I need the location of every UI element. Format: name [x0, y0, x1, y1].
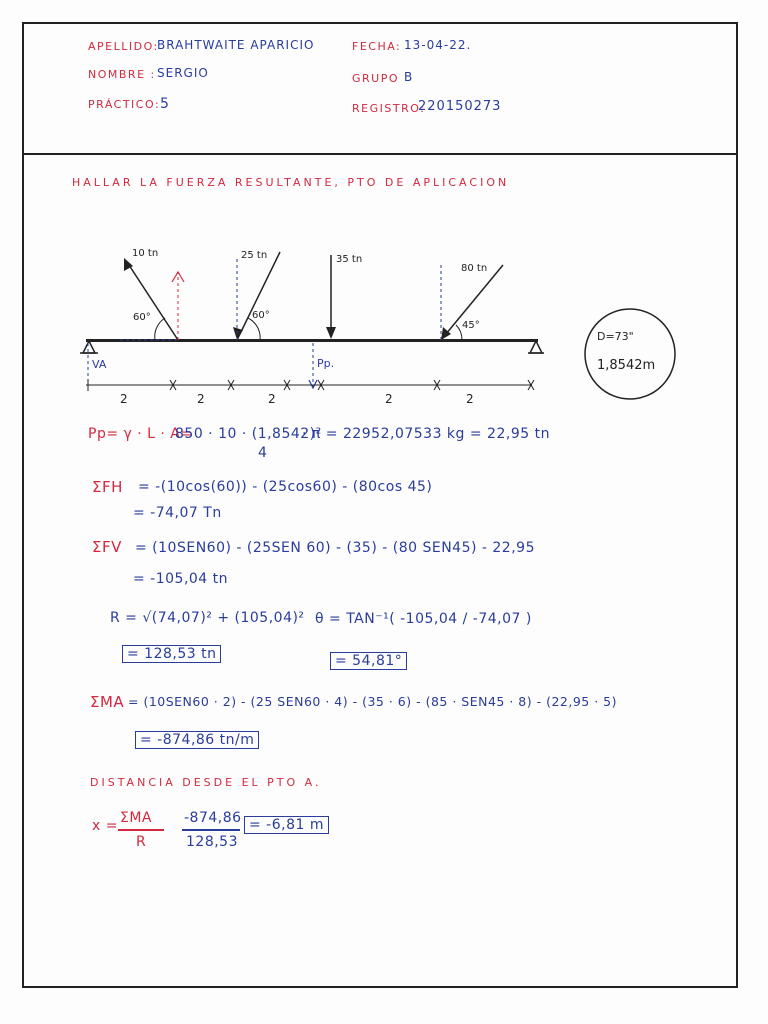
sfh-equation: = -(10cos(60)) - (25cos60) - (80cos 45): [138, 479, 433, 495]
force-80-label: 80 tn: [461, 263, 488, 274]
x-fraction-numerator: ΣMA: [120, 810, 153, 826]
force-25-label: 25 tn: [241, 250, 268, 261]
angle-arc: [155, 318, 165, 340]
force-10-line: [127, 262, 178, 340]
diameter-meters: 1,8542m: [597, 358, 656, 373]
x-result: = -6,81 m: [244, 816, 329, 834]
x-denominator: 128,53: [186, 834, 238, 850]
x-fraction-denominator: R: [136, 834, 147, 850]
grupo-label: GRUPO: [352, 72, 400, 85]
pp-lhs: Pp= γ · L · A=: [88, 426, 193, 442]
pp-mid: 850 · 10 · (1,8542)²: [175, 426, 322, 442]
beam-diagram: [0, 0, 768, 420]
span-label: 2: [466, 392, 474, 406]
theta-result: = 54,81°: [330, 652, 407, 670]
apellido-label: APELLIDO:: [88, 40, 159, 53]
sma-equation: = (10SEN60 · 2) - (25 SEN60 · 4) - (35 · 6) - (85 · SEN45 · 8) - (22,95 · 5): [128, 694, 617, 709]
angle-label-2: 60°: [252, 310, 270, 321]
support-label: VA: [92, 358, 107, 371]
apellido-value: BRAHTWAITE APARICIO: [157, 38, 315, 52]
problem-statement: HALLAR LA FUERZA RESULTANTE, PTO DE APLICACION: [72, 176, 510, 189]
pipe-section-circle: [585, 309, 675, 399]
registro-label: REGISTRO:: [352, 102, 426, 115]
nombre-value: SERGIO: [157, 66, 209, 80]
theta-equation: θ = TAN⁻¹( -105,04 / -74,07 ): [315, 611, 532, 627]
sfh-lhs: ΣFH: [92, 478, 123, 496]
pp-denominator: 4: [258, 445, 268, 461]
fraction-bar: [182, 829, 240, 831]
roller-support-icon: [528, 341, 544, 353]
distance-label: DISTANCIA DESDE EL PTO A.: [90, 776, 322, 789]
angle-label-3: 45°: [462, 320, 480, 331]
force-25-line: [237, 252, 280, 340]
force-10-label: 10 tn: [132, 248, 159, 259]
resultant-equation: R = √(74,07)² + (105,04)²: [110, 610, 305, 626]
sfv-lhs: ΣFV: [92, 538, 122, 556]
fecha-value: 13-04-22.: [404, 38, 472, 52]
practico-label: PRÁCTICO:: [88, 98, 161, 111]
sfv-equation: = (10SEN60) - (25SEN 60) - (35) - (80 SEN45) - 22,95: [135, 540, 535, 556]
nombre-label: NOMBRE :: [88, 68, 156, 81]
force-35-label: 35 tn: [336, 254, 363, 265]
angle-label-1: 60°: [133, 312, 151, 323]
span-label: 2: [197, 392, 205, 406]
span-label: 2: [268, 392, 276, 406]
arrow-head-icon: [233, 327, 243, 340]
pp-rest: · π = 22952,07533 kg = 22,95 tn: [302, 426, 550, 442]
x-lhs: x =: [92, 818, 118, 834]
sfh-result: = -74,07 Tn: [133, 505, 222, 521]
beam: [86, 339, 538, 342]
arrow-head-icon: [326, 327, 336, 339]
fecha-label: FECHA:: [352, 40, 402, 53]
sma-lhs: ΣMA: [90, 693, 125, 711]
span-label: 2: [385, 392, 393, 406]
resultant-result: = 128,53 tn: [122, 645, 221, 663]
practico-value: 5: [160, 96, 170, 112]
fraction-bar: [118, 829, 164, 831]
diameter-inches: D=73": [597, 330, 634, 343]
pin-support-icon: [80, 341, 98, 353]
sma-result: = -874,86 tn/m: [135, 731, 259, 749]
x-numerator: -874,86: [184, 810, 242, 826]
grupo-value: B: [404, 70, 414, 84]
span-label: 2: [120, 392, 128, 406]
registro-value: 220150273: [418, 99, 502, 114]
sfv-result: = -105,04 tn: [133, 571, 229, 587]
angle-arc: [248, 318, 260, 340]
weight-label: Pp.: [317, 357, 335, 370]
